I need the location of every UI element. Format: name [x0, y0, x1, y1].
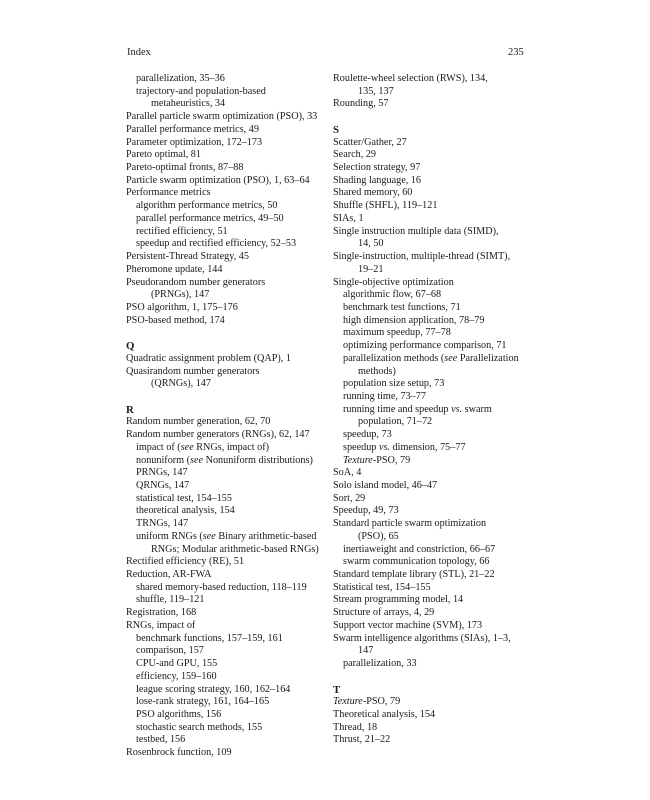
section-letter: R [126, 403, 134, 416]
index-subentry: maximum speedup, 77–78 [343, 327, 451, 339]
index-subentry: PSO algorithms, 156 [136, 708, 222, 720]
index-subentry: Texture-PSO, 79 [343, 454, 411, 466]
index-entry: Single-instruction, multiple-thread (SIMT), [333, 251, 511, 263]
index-entry-continuation: 19–21 [358, 263, 384, 275]
index-subentry: swarm communication topology, 66 [343, 556, 490, 568]
index-subentry: league scoring strategy, 160, 162–164 [136, 683, 291, 695]
index-entry: SoA, 4 [333, 467, 362, 479]
index-entry: Registration, 168 [126, 607, 197, 619]
index-entry: Pareto-optimal fronts, 87–88 [126, 162, 244, 174]
section-gap [333, 671, 538, 684]
index-subentry: parallelization, 35–36 [136, 73, 225, 84]
index-subentry: parallelization, 33 [343, 658, 417, 670]
index-entry: Thrust, 21–22 [333, 734, 391, 746]
index-subentry: uniform RNGs (see Binary arithmetic-based [136, 530, 317, 542]
index-subentry: statistical test, 154–155 [136, 492, 232, 504]
index-entry: Single-objective optimization [333, 276, 454, 288]
index-entry: Theoretical analysis, 154 [333, 708, 436, 720]
index-entry: Rosenbrock function, 109 [126, 747, 232, 759]
index-entry: Rounding, 57 [333, 98, 389, 110]
section-gap [333, 111, 538, 124]
index-entry: Thread, 18 [333, 721, 378, 733]
index-entry: Texture-PSO, 79 [333, 696, 401, 708]
index-subentry: algorithm performance metrics, 50 [136, 200, 278, 212]
index-entry: Sort, 29 [333, 492, 366, 504]
index-entry: Reduction, AR-FWA [126, 569, 212, 581]
index-entry: Shading language, 16 [333, 174, 421, 186]
section-gap [126, 327, 331, 340]
index-entry: Selection strategy, 97 [333, 162, 421, 174]
index-entry: Scatter/Gather, 27 [333, 136, 407, 148]
index-entry: Single instruction multiple data (SIMD), [333, 225, 499, 237]
index-subentry: speedup and rectified efficiency, 52–53 [136, 238, 297, 250]
index-entry: Performance metrics [126, 187, 211, 199]
index-entry: Parameter optimization, 172–173 [126, 136, 263, 148]
index-subentry: speedup, 73 [343, 429, 392, 441]
index-entry-continuation: population, 71–72 [358, 416, 433, 428]
index-entry: PSO-based method, 174 [126, 314, 225, 326]
section-letter: T [333, 683, 341, 696]
index-entry: PSO algorithm, 1, 175–176 [126, 301, 238, 313]
index-subentry: population size setup, 73 [343, 378, 445, 390]
index-subentry: parallelization methods (see Parallelization [343, 352, 519, 364]
index-subentry: PRNGs, 147 [136, 467, 188, 479]
index-subentry: QRNGs, 147 [136, 480, 190, 491]
index-subentry: theoretical analysis, 154 [136, 505, 235, 517]
index-entry: Pareto optimal, 81 [126, 149, 201, 161]
index-subentry: nonuniform (see Nonuniform distributions) [136, 454, 313, 466]
section-letter: S [333, 123, 340, 136]
index-entry: SIAs, 1 [333, 212, 364, 224]
index-entry: Standard template library (STL), 21–22 [333, 569, 495, 581]
index-entry-continuation: 14, 50 [358, 238, 384, 250]
index-subentry: benchmark test functions, 71 [343, 301, 461, 313]
index-entry-continuation: methods) [358, 365, 396, 377]
index-subentry: optimizing performance comparison, 71 [343, 340, 507, 352]
index-subentry: impact of (see RNGs, impact of) [136, 441, 269, 453]
index-entry: Roulette-wheel selection (RWS), 134, [333, 73, 488, 84]
index-subentry: shared memory-based reduction, 118–119 [136, 581, 307, 593]
index-entry: Search, 29 [333, 149, 376, 161]
index-entry-continuation: (PRNGs), 147 [151, 289, 210, 301]
index-entry: Stream programming model, 14 [333, 594, 464, 606]
index-entry: Statistical test, 154–155 [333, 581, 431, 593]
index-subentry: high dimension application, 78–79 [343, 314, 485, 326]
index-subentry: benchmark functions, 157–159, 161 [136, 632, 283, 644]
index-subentry: running time and speedup vs. swarm [343, 403, 492, 415]
index-entry: Persistent-Thread Strategy, 45 [126, 251, 249, 263]
index-entry: Shared memory, 60 [333, 187, 413, 199]
index-entry: Particle swarm optimization (PSO), 1, 63–64 [126, 174, 310, 186]
index-entry: Quadratic assignment problem (QAP), 1 [126, 352, 291, 364]
index-entry-continuation: 135, 137 [358, 85, 394, 97]
index-subentry: running time, 73–77 [343, 390, 426, 402]
index-subentry: algorithmic flow, 67–68 [343, 289, 442, 301]
index-subentry: inertiaweight and constriction, 66–67 [343, 543, 496, 555]
index-entry-continuation: 147 [358, 645, 374, 657]
section-letter: Q [126, 340, 135, 353]
index-entry: Quasirandom number generators [126, 365, 260, 377]
index-entry-continuation: (QRNGs), 147 [151, 378, 211, 390]
index-subentry: rectified efficiency, 51 [136, 225, 228, 237]
running-header-title: Index [127, 47, 151, 58]
index-subentry: efficiency, 159–160 [136, 670, 217, 682]
index-entry: Random number generation, 62, 70 [126, 416, 271, 428]
index-subentry: stochastic search methods, 155 [136, 721, 263, 733]
index-subentry: TRNGs, 147 [136, 518, 189, 530]
index-column-right [333, 73, 538, 747]
index-entry: Standard particle swarm optimization [333, 518, 487, 530]
index-entry: Rectified efficiency (RE), 51 [126, 556, 245, 568]
index-subentry: comparison, 157 [136, 645, 204, 657]
index-entry-continuation: RNGs; Modular arithmetic-based RNGs) [151, 543, 319, 555]
index-entry: Support vector machine (SVM), 173 [333, 619, 483, 631]
index-entry: Parallel performance metrics, 49 [126, 123, 259, 135]
index-entry: Parallel particle swarm optimization (PSO), 33 [126, 111, 318, 123]
page-number: 235 [508, 47, 524, 58]
index-subentry: speedup vs. dimension, 75–77 [343, 441, 466, 453]
index-entry-continuation: (PSO), 65 [358, 530, 399, 542]
index-entry: Pheromone update, 144 [126, 263, 223, 275]
section-gap [126, 391, 331, 404]
index-entry: Random number generators (RNGs), 62, 147 [126, 429, 310, 441]
index-subentry: trajectory-and population-based [136, 85, 266, 97]
index-entry: RNGs, impact of [126, 619, 196, 631]
index-subentry: parallel performance metrics, 49–50 [136, 212, 284, 224]
index-entry: Structure of arrays, 4, 29 [333, 607, 435, 619]
index-subentry: lose-rank strategy, 161, 164–165 [136, 696, 270, 708]
index-subentry: CPU-and GPU, 155 [136, 658, 218, 670]
index-entry: Solo island model, 46–47 [333, 480, 438, 491]
index-entry: Speedup, 49, 73 [333, 505, 399, 517]
index-subentry: testbed, 156 [136, 734, 186, 746]
index-entry: Shuffle (SHFL), 119–121 [333, 200, 438, 212]
index-entry: Swarm intelligence algorithms (SIAs), 1–3, [333, 632, 511, 644]
index-subentry: shuffle, 119–121 [136, 594, 205, 606]
index-column-left [126, 73, 331, 760]
index-entry-continuation: metaheuristics, 34 [151, 98, 226, 110]
index-entry: Pseudorandom number generators [126, 276, 266, 288]
